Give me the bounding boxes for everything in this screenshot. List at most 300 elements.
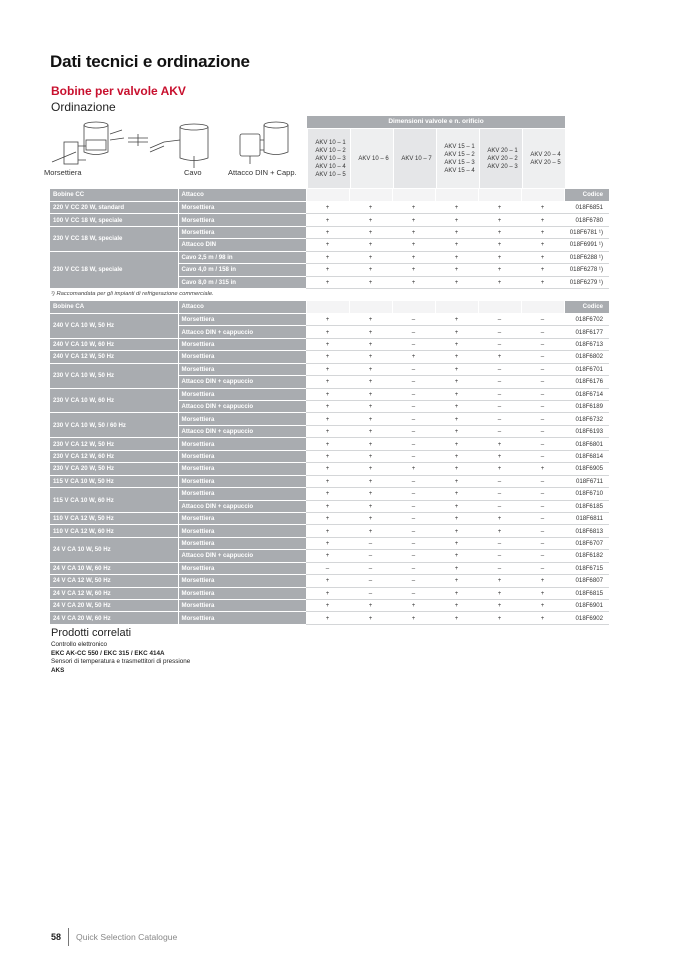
order-code: 018F6902 (564, 612, 609, 624)
connection-label: Attacco DIN + cappuccio (178, 326, 306, 338)
availability-cell: + (435, 587, 478, 599)
dimension-column: AKV 20 – 4 AKV 20 – 5 (522, 129, 565, 188)
table-row (50, 351, 609, 363)
order-code: 018F6193 (564, 425, 609, 437)
availability-cell: + (349, 600, 392, 612)
coil-label: 24 V CA 10 W, 50 Hz (50, 537, 178, 562)
availability-cell: + (392, 276, 435, 288)
coil-label: 24 V CA 12 W, 60 Hz (50, 587, 178, 599)
order-code: 018F6781 ¹) (564, 226, 609, 238)
availability-cell: + (521, 575, 564, 587)
dimension-column: AKV 10 – 7 (393, 129, 436, 188)
availability-cell: – (392, 475, 435, 487)
availability-cell: + (435, 512, 478, 524)
availability-cell: + (435, 338, 478, 350)
availability-cell: + (435, 313, 478, 325)
coil-label: 24 V CA 20 W, 50 Hz (50, 600, 178, 612)
connection-label: Morsettiera (178, 600, 306, 612)
availability-cell: – (521, 425, 564, 437)
coil-label: 230 V CA 20 W, 50 Hz (50, 463, 178, 475)
header-spacer (435, 301, 478, 313)
availability-cell: + (478, 351, 521, 363)
illus-label-morsettiera: Morsettiera (44, 168, 82, 177)
availability-cell: + (435, 463, 478, 475)
availability-cell: + (349, 612, 392, 624)
order-code: 018F6189 (564, 401, 609, 413)
page-footer (51, 928, 177, 946)
availability-cell: + (521, 226, 564, 238)
order-code: 018F6901 (564, 600, 609, 612)
availability-cell: + (349, 438, 392, 450)
coil-label: 240 V CA 10 W, 50 Hz (50, 313, 178, 338)
connection-label: Attacco DIN + cappuccio (178, 401, 306, 413)
availability-cell: + (349, 425, 392, 437)
dimension-column: AKV 20 – 1 AKV 20 – 2 AKV 20 – 3 (479, 129, 522, 188)
dimensions-header: Dimensioni valvole e n. orificio (307, 116, 565, 128)
availability-cell: + (306, 226, 349, 238)
subsection-title: Ordinazione (51, 100, 116, 114)
connection-label: Attacco DIN + cappuccio (178, 376, 306, 388)
coil-label: 230 V CA 10 W, 50 Hz (50, 363, 178, 388)
coil-label: 24 V CA 12 W, 50 Hz (50, 575, 178, 587)
availability-cell: + (349, 276, 392, 288)
availability-cell: + (478, 575, 521, 587)
availability-cell: + (478, 525, 521, 537)
footnote: ¹) Raccomandata per gli impianti di refrigerazione commerciale. (51, 291, 214, 297)
availability-cell: – (521, 562, 564, 574)
related-product-line: Controllo elettronico (51, 641, 108, 648)
availability-cell: + (435, 525, 478, 537)
illus-label-cavo: Cavo (184, 168, 202, 177)
availability-cell: + (435, 363, 478, 375)
table-row (50, 313, 609, 325)
availability-cell: – (478, 475, 521, 487)
availability-cell: + (435, 326, 478, 338)
availability-cell: + (306, 463, 349, 475)
order-code: 018F6278 ¹) (564, 264, 609, 276)
availability-cell: – (521, 313, 564, 325)
connection-label: Morsettiera (178, 475, 306, 487)
availability-cell: + (349, 500, 392, 512)
availability-cell: + (306, 525, 349, 537)
header-spacer (521, 189, 564, 201)
availability-cell: + (435, 226, 478, 238)
coil-label: 220 V CC 20 W, standard (50, 201, 178, 213)
connection-label: Morsettiera (178, 313, 306, 325)
related-product-line: AKS (51, 666, 65, 674)
availability-cell: – (521, 338, 564, 350)
header-spacer (392, 189, 435, 201)
coil-label: 230 V CA 10 W, 60 Hz (50, 388, 178, 413)
header-spacer (521, 301, 564, 313)
coil-label: 24 V CA 10 W, 60 Hz (50, 562, 178, 574)
availability-cell: – (478, 388, 521, 400)
availability-cell: + (306, 351, 349, 363)
coil-illustrations (44, 116, 306, 188)
order-code: 018F6711 (564, 475, 609, 487)
availability-cell: – (521, 550, 564, 562)
availability-cell: – (478, 363, 521, 375)
connection-label: Attacco DIN (178, 239, 306, 251)
table-row (50, 488, 609, 500)
availability-cell: + (306, 475, 349, 487)
availability-cell: – (521, 388, 564, 400)
connection-label: Morsettiera (178, 537, 306, 549)
availability-cell: + (478, 438, 521, 450)
connection-label: Morsettiera (178, 587, 306, 599)
availability-cell: – (392, 413, 435, 425)
table-row (50, 575, 609, 587)
availability-cell: + (478, 264, 521, 276)
availability-cell: + (478, 251, 521, 263)
availability-cell: – (521, 351, 564, 363)
order-code: 018F6801 (564, 438, 609, 450)
table-row (50, 214, 609, 226)
availability-cell: + (435, 413, 478, 425)
availability-cell: – (521, 475, 564, 487)
availability-cell: + (392, 251, 435, 263)
availability-cell: + (306, 338, 349, 350)
availability-cell: – (392, 450, 435, 462)
connection-label: Morsettiera (178, 575, 306, 587)
availability-cell: + (349, 363, 392, 375)
availability-cell: – (392, 525, 435, 537)
availability-cell: + (392, 612, 435, 624)
availability-cell: – (392, 587, 435, 599)
header-spacer (306, 189, 349, 201)
availability-cell: + (349, 338, 392, 350)
availability-cell: – (478, 376, 521, 388)
availability-cell: + (306, 388, 349, 400)
availability-cell: – (521, 326, 564, 338)
order-code: 018F6702 (564, 313, 609, 325)
availability-cell: + (435, 550, 478, 562)
availability-cell: – (349, 537, 392, 549)
table-row (50, 450, 609, 462)
connection-label: Morsettiera (178, 413, 306, 425)
footer-divider (68, 928, 69, 946)
connection-label: Morsettiera (178, 226, 306, 238)
availability-cell: + (392, 264, 435, 276)
table-row (50, 600, 609, 612)
table-header-row (50, 301, 609, 313)
availability-cell: + (349, 463, 392, 475)
availability-cell: + (306, 313, 349, 325)
availability-cell: + (521, 276, 564, 288)
dimension-column: AKV 10 – 1 AKV 10 – 2 AKV 10 – 3 AKV 10 – 4 AKV 10 – 5 (307, 129, 350, 188)
dc-coils-table (50, 189, 609, 289)
availability-cell: + (306, 550, 349, 562)
table-row (50, 512, 609, 524)
section-title: Bobine per valvole AKV (51, 84, 186, 98)
header-coil: Bobine CA (50, 301, 178, 313)
availability-cell: – (349, 575, 392, 587)
connection-label: Cavo 8,0 m / 315 in (178, 276, 306, 288)
table-row (50, 525, 609, 537)
availability-cell: – (392, 376, 435, 388)
order-code: 018F6813 (564, 525, 609, 537)
table-row (50, 226, 609, 238)
order-code: 018F6815 (564, 587, 609, 599)
availability-cell: + (349, 251, 392, 263)
connection-label: Attacco DIN + cappuccio (178, 550, 306, 562)
availability-cell: – (521, 500, 564, 512)
availability-cell: + (306, 438, 349, 450)
table-row (50, 463, 609, 475)
coil-label: 230 V CA 12 W, 60 Hz (50, 450, 178, 462)
availability-cell: + (478, 512, 521, 524)
header-spacer (478, 189, 521, 201)
availability-cell: + (349, 525, 392, 537)
order-code: 018F6714 (564, 388, 609, 400)
availability-cell: + (435, 276, 478, 288)
dimension-column: AKV 15 – 1 AKV 15 – 2 AKV 15 – 3 AKV 15 – 4 (436, 129, 479, 188)
availability-cell: + (435, 488, 478, 500)
coil-label: 230 V CA 10 W, 50 / 60 Hz (50, 413, 178, 438)
availability-cell: + (306, 201, 349, 213)
page-number: 58 (51, 932, 62, 942)
header-connection: Attacco (178, 301, 306, 313)
availability-cell: + (349, 488, 392, 500)
availability-cell: + (306, 587, 349, 599)
availability-cell: + (521, 587, 564, 599)
availability-cell: + (435, 575, 478, 587)
availability-cell: – (521, 525, 564, 537)
availability-cell: + (521, 600, 564, 612)
availability-cell: + (349, 413, 392, 425)
availability-cell: – (478, 488, 521, 500)
availability-cell: – (349, 550, 392, 562)
availability-cell: + (349, 239, 392, 251)
page-title: Dati tecnici e ordinazione (50, 52, 250, 71)
availability-cell: – (478, 562, 521, 574)
coil-label: 230 V CA 12 W, 50 Hz (50, 438, 178, 450)
connection-label: Morsettiera (178, 338, 306, 350)
coil-label: 110 V CA 12 W, 60 Hz (50, 525, 178, 537)
availability-cell: + (435, 239, 478, 251)
order-code: 018F6991 ¹) (564, 239, 609, 251)
availability-cell: + (306, 488, 349, 500)
availability-cell: + (435, 500, 478, 512)
table-row (50, 251, 609, 263)
availability-cell: + (349, 264, 392, 276)
header-code: Codice (564, 189, 609, 201)
availability-cell: – (521, 438, 564, 450)
availability-cell: + (349, 401, 392, 413)
table-row (50, 363, 609, 375)
dimension-column: AKV 10 – 6 (350, 129, 393, 188)
table-row (50, 475, 609, 487)
table-row (50, 587, 609, 599)
availability-cell: + (306, 363, 349, 375)
availability-cell: + (392, 214, 435, 226)
coil-label: 115 V CA 10 W, 50 Hz (50, 475, 178, 487)
availability-cell: + (306, 512, 349, 524)
availability-cell: + (392, 351, 435, 363)
availability-cell: + (306, 575, 349, 587)
availability-cell: + (306, 600, 349, 612)
connection-label: Morsettiera (178, 488, 306, 500)
availability-cell: – (521, 401, 564, 413)
connection-label: Morsettiera (178, 562, 306, 574)
table-row (50, 612, 609, 624)
availability-cell: + (306, 425, 349, 437)
availability-cell: + (349, 201, 392, 213)
availability-cell: + (349, 214, 392, 226)
availability-cell: + (435, 351, 478, 363)
header-code: Codice (564, 301, 609, 313)
connection-label: Morsettiera (178, 525, 306, 537)
availability-cell: – (478, 338, 521, 350)
availability-cell: + (521, 251, 564, 263)
availability-cell: – (392, 500, 435, 512)
order-code: 018F6905 (564, 463, 609, 475)
availability-cell: – (478, 413, 521, 425)
order-code: 018F6715 (564, 562, 609, 574)
availability-cell: + (306, 612, 349, 624)
availability-cell: + (306, 326, 349, 338)
availability-cell: – (349, 562, 392, 574)
availability-cell: + (349, 313, 392, 325)
availability-cell: + (521, 264, 564, 276)
availability-cell: + (478, 226, 521, 238)
availability-cell: + (435, 438, 478, 450)
availability-cell: + (435, 600, 478, 612)
order-code: 018F6182 (564, 550, 609, 562)
availability-cell: – (521, 512, 564, 524)
header-coil: Bobine CC (50, 189, 178, 201)
availability-cell: + (478, 276, 521, 288)
availability-cell: + (306, 401, 349, 413)
availability-cell: – (478, 500, 521, 512)
order-code: 018F6811 (564, 512, 609, 524)
availability-cell: – (521, 376, 564, 388)
availability-cell: + (478, 600, 521, 612)
availability-cell: + (349, 226, 392, 238)
table-row (50, 388, 609, 400)
connection-label: Morsettiera (178, 351, 306, 363)
availability-cell: – (478, 425, 521, 437)
availability-cell: – (478, 550, 521, 562)
availability-cell: + (521, 201, 564, 213)
availability-cell: + (306, 413, 349, 425)
header-spacer (349, 301, 392, 313)
order-code: 018F6176 (564, 376, 609, 388)
availability-cell: – (349, 587, 392, 599)
availability-cell: + (306, 450, 349, 462)
availability-cell: + (435, 475, 478, 487)
connection-label: Morsettiera (178, 363, 306, 375)
coil-drawings-icon (44, 116, 306, 188)
order-code: 018F6288 ¹) (564, 251, 609, 263)
availability-cell: – (521, 413, 564, 425)
availability-cell: + (392, 239, 435, 251)
coil-label: 115 V CA 10 W, 60 Hz (50, 488, 178, 513)
order-code: 018F6177 (564, 326, 609, 338)
availability-cell: + (392, 600, 435, 612)
ac-coils-table (50, 301, 609, 625)
order-code: 018F6707 (564, 537, 609, 549)
availability-cell: + (521, 239, 564, 251)
order-code: 018F6780 (564, 214, 609, 226)
availability-cell: – (392, 326, 435, 338)
illus-label-din: Attacco DIN + Capp. (228, 168, 297, 177)
availability-cell: + (478, 463, 521, 475)
coil-label: 240 V CA 12 W, 50 Hz (50, 351, 178, 363)
header-spacer (392, 301, 435, 313)
order-code: 018F6701 (564, 363, 609, 375)
order-code: 018F6851 (564, 201, 609, 213)
table-row (50, 413, 609, 425)
catalogue-title: Quick Selection Catalogue (76, 932, 178, 942)
table-row (50, 537, 609, 549)
table-row (50, 201, 609, 213)
connection-label: Morsettiera (178, 201, 306, 213)
availability-cell: + (521, 612, 564, 624)
table-row (50, 438, 609, 450)
availability-cell: + (306, 276, 349, 288)
order-code: 018F6713 (564, 338, 609, 350)
availability-cell: + (435, 251, 478, 263)
availability-cell: + (478, 239, 521, 251)
availability-cell: – (392, 488, 435, 500)
availability-cell: – (392, 575, 435, 587)
availability-cell: + (306, 537, 349, 549)
availability-cell: + (435, 562, 478, 574)
order-code: 018F6710 (564, 488, 609, 500)
availability-cell: – (521, 450, 564, 462)
connection-label: Morsettiera (178, 438, 306, 450)
availability-cell: – (392, 388, 435, 400)
connection-label: Cavo 4,0 m / 158 in (178, 264, 306, 276)
connection-label: Morsettiera (178, 512, 306, 524)
connection-label: Morsettiera (178, 214, 306, 226)
order-code: 018F6802 (564, 351, 609, 363)
table-row (50, 562, 609, 574)
availability-cell: – (306, 562, 349, 574)
connection-label: Attacco DIN + cappuccio (178, 500, 306, 512)
availability-cell: + (306, 214, 349, 226)
availability-cell: + (349, 475, 392, 487)
availability-cell: + (306, 264, 349, 276)
header-connection: Attacco (178, 189, 306, 201)
availability-cell: + (392, 226, 435, 238)
availability-cell: + (392, 463, 435, 475)
availability-cell: – (392, 512, 435, 524)
availability-cell: + (349, 450, 392, 462)
coil-label: 110 V CA 12 W, 50 Hz (50, 512, 178, 524)
table-row (50, 338, 609, 350)
related-product-line: EKC AK-CC 550 / EKC 315 / EKC 414A (51, 649, 165, 657)
availability-cell: – (478, 313, 521, 325)
availability-cell: – (521, 363, 564, 375)
availability-cell: + (435, 388, 478, 400)
order-code: 018F6279 ¹) (564, 276, 609, 288)
availability-cell: + (435, 537, 478, 549)
connection-label: Attacco DIN + cappuccio (178, 425, 306, 437)
availability-cell: + (349, 512, 392, 524)
availability-cell: + (435, 450, 478, 462)
availability-cell: – (392, 363, 435, 375)
coil-label: 230 V CC 18 W, speciale (50, 226, 178, 251)
order-code: 018F6185 (564, 500, 609, 512)
availability-cell: – (478, 537, 521, 549)
availability-cell: + (306, 500, 349, 512)
header-spacer (435, 189, 478, 201)
availability-cell: + (435, 264, 478, 276)
connection-label: Morsettiera (178, 463, 306, 475)
availability-cell: – (392, 401, 435, 413)
